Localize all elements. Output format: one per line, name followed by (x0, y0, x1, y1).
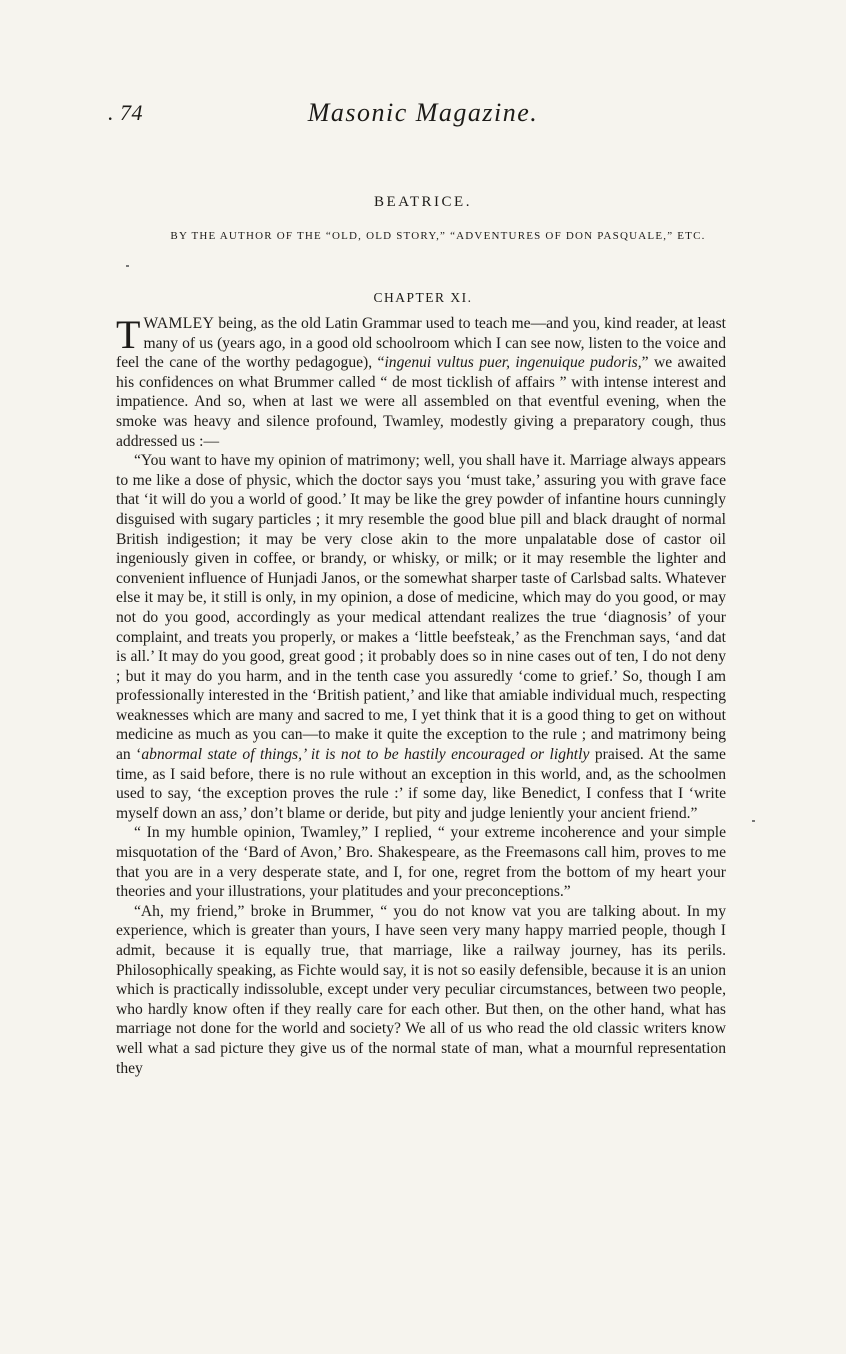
latin-quotation: ingenui vultus puer, ingenuique pudoris, (384, 354, 642, 372)
article-title: BEATRICE. (374, 194, 472, 210)
drop-cap: T (116, 312, 141, 357)
paragraph-4: “Ah, my friend,” broke in Brummer, “ you do not know vat you are talking about. In my experience, which is greater than yours, I have seen very many happy married people, though I admit, because it is equally true, that marriage, like a railway journey, has its perils. Philosophically speaking, as Fichte would say, it is not so easily defensible, because it is an union which is practically indissoluble, except under very peculiar circumstances, between two people, who hardly know often if they really care for each other. But then, on the other hand, what has marriage not done for the world and society? We all of us who read the old classic writers know well what a sad picture they give us of the normal state of man, what a mournful representation they (116, 902, 726, 1077)
article-byline: BY THE AUTHOR OF THE “OLD, OLD STORY,” “ADVENTURES OF DON PASQUALE,” ETC. (170, 230, 706, 242)
paragraph-1-text-a: being, as the old Latin Grammar used to teach me—and you, kind reader, at least many of us (years ago, in a good old schoolroom which I can see now, listen to the voice and feel the cane of the worthy pedagogue), “ (116, 315, 726, 372)
paragraph-3: “ In my humble opinion, Twamley,” I replied, “ your extreme incoherence and your simple misquotation of the ‘Bard of Avon,’ Bro. Shakespeare, as the Freemasons call him, proves to me that you are in a very desperate state, and I, for one, regret from the bottom of my heart your theories and your illustrations, your platitudes and your preconceptions.” (116, 824, 726, 901)
article-body (116, 314, 726, 1078)
paragraph-2 (116, 451, 726, 823)
paragraph-2-italic: abnormal state of things,’ it is not to be hastily encouraged or lightly (141, 746, 590, 764)
margin-speck (126, 265, 129, 267)
paragraph-2-text-a: “You want to have my opinion of matrimony; well, you shall have it. Marriage always appears to me like a dose of physic, which the doctor says you ‘must take,’ assuring you with grave face that ‘it will do you a world of good.’ It may be like the grey powder of infantine hours cunningly disguised with sugary particles ; it mry resemble the good blue pill and black draught of normal British indigestion; it may be very close akin to the more unpalatable dose of castor oil ingeniously given in coffee, or brandy, or whisky, or milk; or it may resemble the lighter and convenient influence of Hunjadi Janos, or the somewhat sharper taste of Carlsbad salts. Whatever else it may be, it still is only, in my opinion, a dose of medicine, which may do you good, or may not do you good, accordingly as your medical attendant realizes the true ‘diagnosis’ of your complaint, and treats you properly, or makes a ‘little beefsteak,’ as the Frenchman says, ‘and dat is all.’ It may do you good, great good ; it probably does so in nine cases out of ten, I do not deny ; but it may do you harm, and in the tenth case you assuredly ‘come to grief.’ So, though I am professionally interested in the ‘British patient,’ and like that amiable individual much, respecting weaknesses which are many and sacred to me, I yet think that it is a good thing to get on without medicine as much as you can—to make it quite the exception to the rule ; and matrimony being an ‘ (116, 452, 726, 764)
page-number: . 74 (108, 100, 143, 125)
paragraph-2-text-b: praised. At the same time, as I said before, there is no rule without an exception in this world, and, as the schoolmen used to say, ‘the exception proves the rule :’ if some day, like Benedict, I confess that I ‘write myself down an ass,’ don’t blame or deride, but pity and judge leniently your ancient friend.” (116, 746, 726, 822)
opening-word: WAMLEY (143, 315, 215, 332)
running-title: Masonic Magazine. (307, 98, 539, 127)
paragraph-1 (116, 314, 726, 451)
paragraph-1-text-b: ” we awaited his confidences on what Brummer called “ de most ticklish of affairs ” with intense interest and impatience. And so, when at last we were all assembled on that eventful evening, when the smoke was heavy and silence profound, Twamley, modestly giving a preparatory cough, thus addressed us :— (116, 354, 727, 450)
margin-speck (752, 820, 755, 822)
chapter-heading: CHAPTER XI. (373, 290, 473, 305)
